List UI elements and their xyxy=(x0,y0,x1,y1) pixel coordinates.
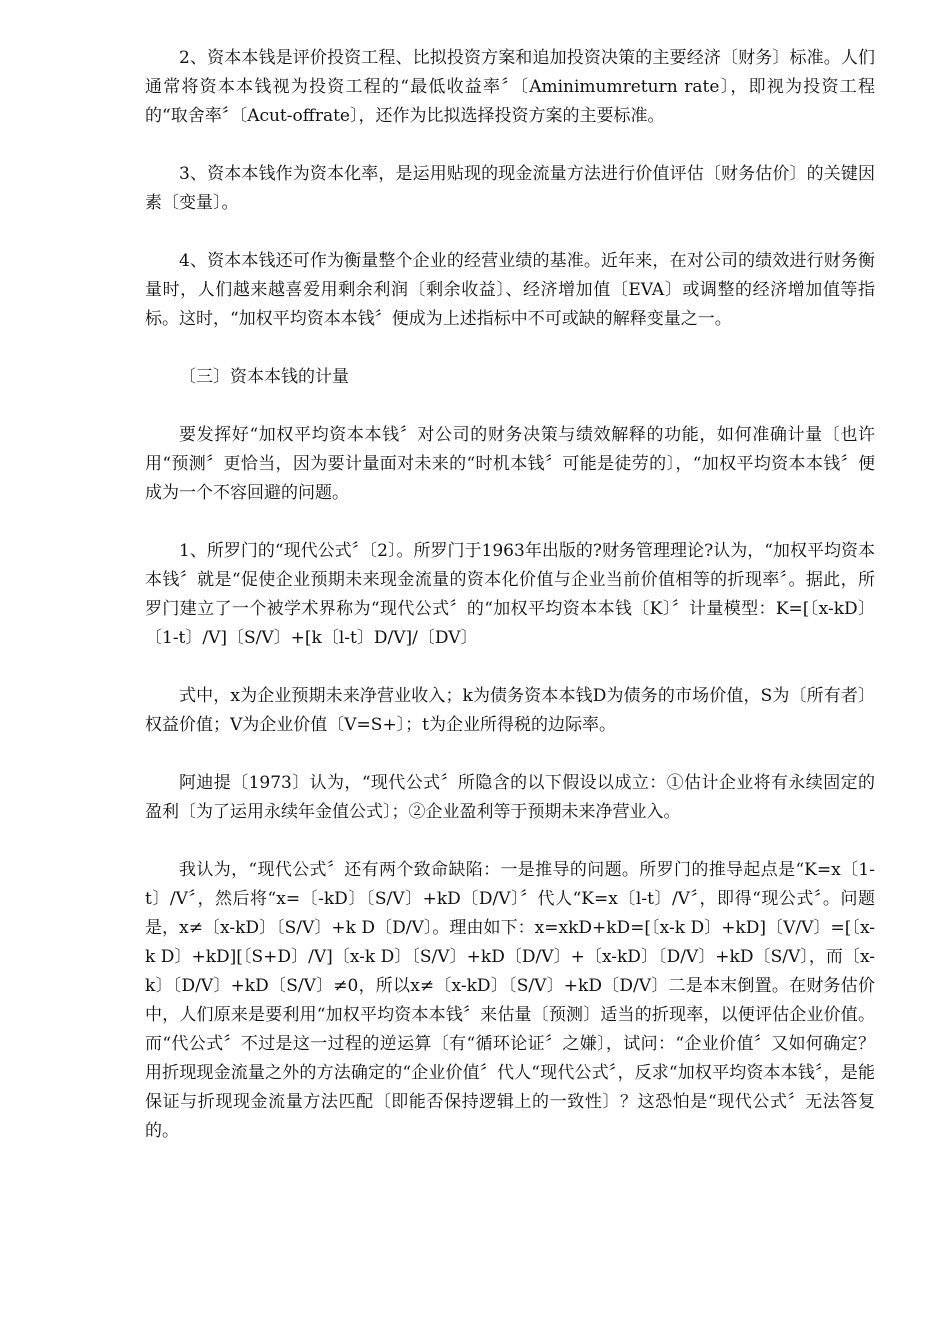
paragraph-capitalization-rate: 3、资本本钱作为资本化率，是运用贴现的现金流量方法进行价值评估〔财务估价〕的关键因素〔变量〕。 xyxy=(145,164,875,213)
paragraph-arditti-assumptions: 阿迪提〔1973〕认为，“现代公式〞所隐含的以下假设以成立：①估计企业将有永续固定的盈利〔为了运用永续年金值公式〕；②企业盈利等于预期未来净营业入。 xyxy=(145,773,875,822)
paragraph-formula-variables: 式中，x为企业预期未来净营业收入；k为债务资本本钱D为债务的市场价值，S为〔所有者〕权益价值；V为企业价值〔V=S+〕；t为企业所得税的边际率。 xyxy=(145,686,875,735)
paragraph-author-critique: 我认为，“现代公式〞还有两个致命缺陷：一是推导的问题。所罗门的推导起点是“K=x〔1-t〕/V〞，然后将“x=〔-kD〕〔S/V〕+kD〔D/V〕〞代人“K=x〔l-t〕/V〞，即得“现公式〞。问题是，x≠〔x-kD〕〔S/V〕+k D〔D/V〕。理由如下：x=xkD+kD=[〔x-k D〕+kD]〔V/V〕=[〔x-k D〕+kD][〔S+D〕/V]〔x-k D〕〔S/V〕+kD〔D/V〕+〔x-kD〕〔D/V〕+kD〔S/V〕，而〔x-k〕〔D/V〕+kD〔S/V〕≠0，所以x≠〔x-kD〕〔S/V〕+kD〔D/V〕二是本末倒置。在财务估价中，人们原来是要利用“加权平均资本本钱〞来估量〔预测〕适当的折现率，以便评估企业价值。而“代公式〞不过是这一过程的逆运算〔有“循环论证〞之嫌〕，试问：“企业价值〞又如何确定？用折现现金流量之外的方法确定的“企业价值〞代人“现代公式〞，反求“加权平均资本本钱〞，是能保证与折现现金流量方法匹配〔即能否保持逻辑上的一致性〕？这恐怕是“现代公式〞无法答复的。 xyxy=(145,860,875,1141)
paragraph-performance-benchmark: 4、资本本钱还可作为衡量整个企业的经营业绩的基准。近年来，在对公司的绩效进行财务衡量时，人们越来越喜爱用剩余利润〔剩余收益〕、经济增加值〔EVA〕或调整的经济增加值等指标。这时，“加权平均资本本钱〞便成为上述指标中不可或缺的解释变量之一。 xyxy=(145,251,875,329)
document-page xyxy=(145,44,875,1175)
paragraph-measurement-intro: 要发挥好“加权平均资本本钱〞对公司的财务决策与绩效解释的功能，如何准确计量〔也许用“预测〞更恰当，因为要计量面对未来的“时机本钱〞可能是徒劳的〕，“加权平均资本本钱〞便成为一个不容回避的问题。 xyxy=(145,425,875,503)
paragraph-solomon-formula: 1、所罗门的“现代公式〞〔2〕。所罗门于1963年出版的?财务管理理论?认为，“加权平均资本本钱〞就是“促使企业预期未来现金流量的资本化价值与企业当前价值相等的折现率〞。据此，所罗门建立了一个被学术界称为“现代公式〞的“加权平均资本本钱〔K〕〞计量模型：K=[〔x-kD〕〔1-t〕/V]〔S/V〕+[k〔l-t〕D/V]/〔DV〕 xyxy=(145,541,875,648)
section-heading-measurement: 〔三〕资本本钱的计量 xyxy=(179,367,349,387)
paragraph-cost-of-capital-as-standard: 2、资本本钱是评价投资工程、比拟投资方案和追加投资决策的主要经济〔财务〕标准。人们通常将资本本钱视为投资工程的“最低收益率〞〔Aminimumreturn rate〕，即视为投资工程的“取舍率〞〔Acut-offrate〕，还作为比拟选择投资方案的主要标准。 xyxy=(145,48,875,126)
